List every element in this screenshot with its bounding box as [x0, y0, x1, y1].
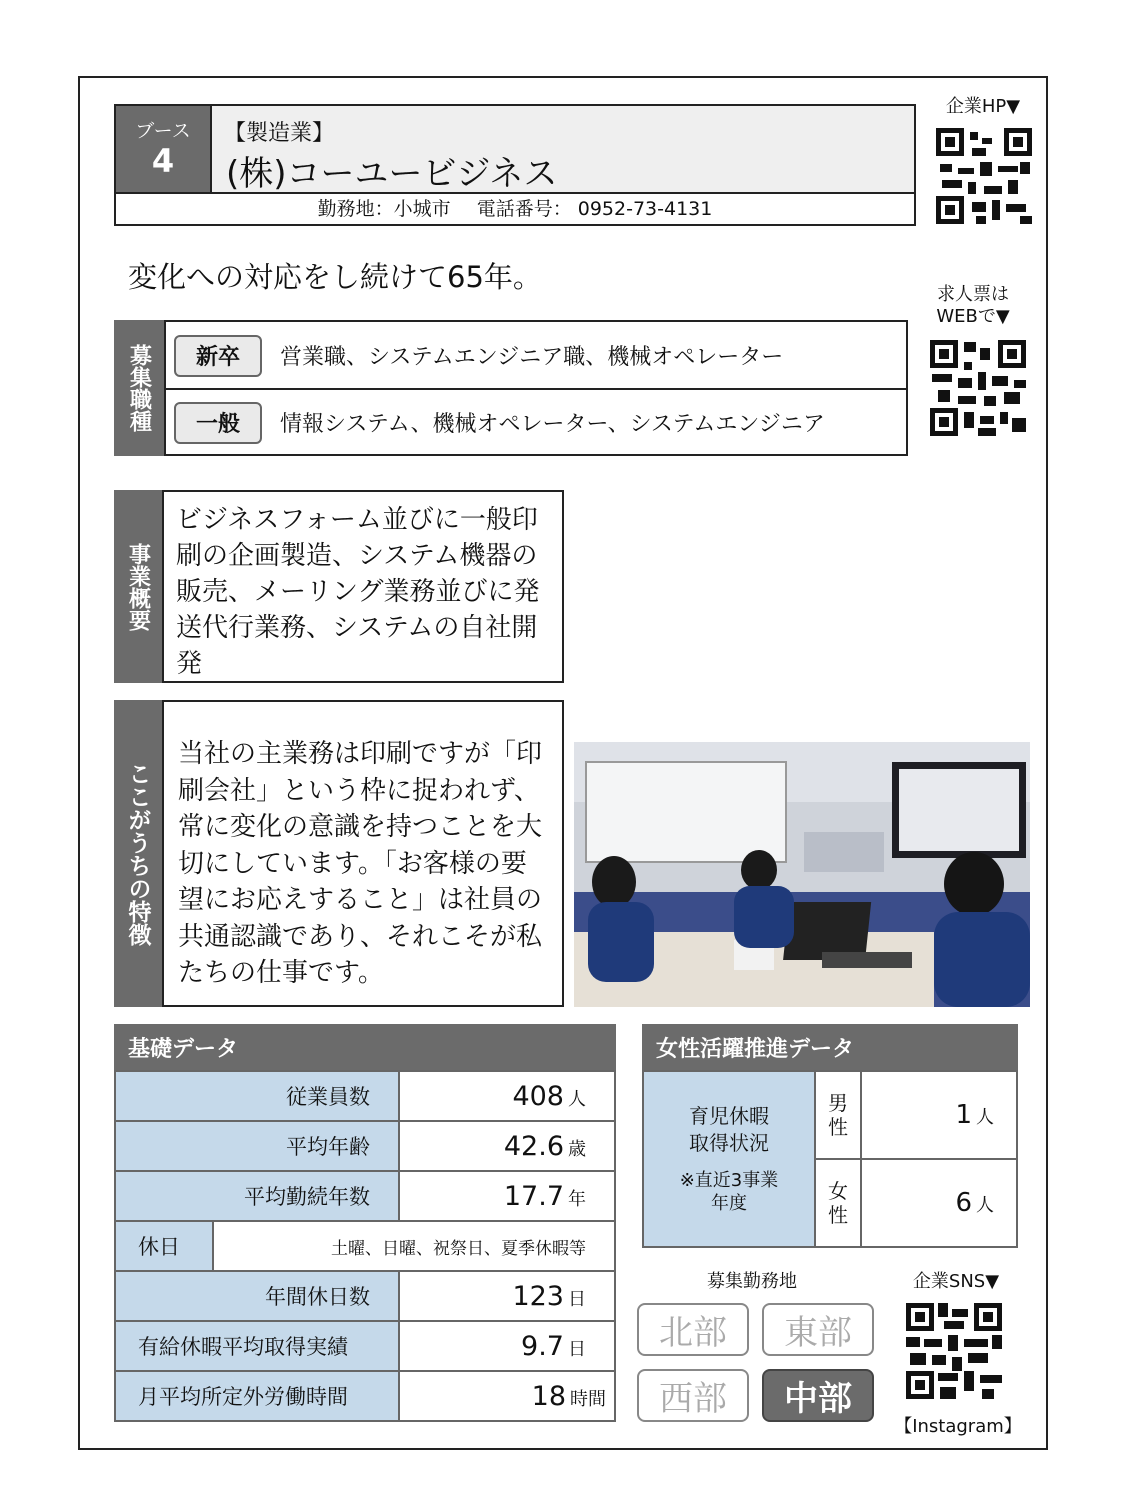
job-listing-label: [918, 284, 1028, 328]
childcare-leave-note: ※直近3事業 年度: [679, 1170, 779, 1214]
company-hp-label: 企業HP▼: [945, 96, 1021, 117]
table-row: [115, 1321, 615, 1371]
job-listing-qr-icon[interactable]: [930, 340, 1026, 436]
holidays-label: 休日: [116, 1222, 214, 1270]
job-listing-line2: WEBで▼: [936, 306, 1010, 327]
industry-label: 【製造業】: [224, 121, 335, 146]
recruitment-row-new-grad: [166, 322, 906, 389]
region-east: 東部: [762, 1303, 874, 1356]
table-row: [115, 1071, 615, 1121]
female-label: 女 性: [815, 1159, 861, 1247]
table-row: [115, 1221, 615, 1271]
company-hp-qr-icon[interactable]: [936, 128, 1032, 224]
overtime-label: 月平均所定外労働時間: [115, 1371, 399, 1421]
women-data-title: 女性活躍推進データ: [642, 1024, 1018, 1070]
office-photo: [574, 742, 1030, 1007]
male-value: 1 人: [861, 1071, 1017, 1159]
avg-tenure-label: 平均勤続年数: [115, 1171, 399, 1221]
employees-label: 従業員数: [115, 1071, 399, 1121]
basic-data-table: [114, 1024, 616, 1422]
catchphrase: 変化への対応をし続けて65年。: [128, 260, 542, 294]
table-row: [115, 1371, 615, 1421]
booth-number: 4: [151, 142, 175, 180]
table-row: [643, 1071, 1017, 1159]
avg-tenure-value: 17.7 年: [399, 1171, 615, 1221]
new-grad-tag: 新卒: [174, 335, 262, 377]
features-label: ここがうちの特徴: [114, 700, 162, 1007]
instagram-label: 【Instagram】: [894, 1416, 1022, 1437]
region-central: 中部: [762, 1369, 874, 1422]
phone-number: 電話番号： 0952-73-4131: [476, 198, 713, 220]
work-location: 勤務地：小城市: [317, 198, 451, 220]
annual-holidays-label: 年間休日数: [115, 1271, 399, 1321]
recruitment-box: [164, 320, 908, 456]
childcare-leave-label: 育児休暇 取得状況 ※直近3事業 年度: [643, 1071, 815, 1247]
avg-age-value: 42.6 歳: [399, 1121, 615, 1171]
region-north: 北部: [637, 1303, 749, 1356]
women-data-table: [642, 1024, 1018, 1248]
employees-value: 408 人: [399, 1071, 615, 1121]
table-row: [115, 1171, 615, 1221]
features-text: 当社の主業務は印刷ですが「印刷会社」という枠に捉われず、常に変化の意識を持つことを大切にしています。「お客様の要望にお応えすること」は社員の共通認識であり、それこそが私たちの仕事です。: [162, 700, 564, 1007]
region-label: 募集勤務地: [707, 1271, 797, 1292]
paid-leave-value: 9.7 日: [399, 1321, 615, 1371]
paid-leave-label: 有給休暇平均取得実績: [115, 1321, 399, 1371]
basic-data-title: 基礎データ: [114, 1024, 616, 1070]
address-bar: [114, 194, 916, 226]
business-text: ビジネスフォーム並びに一般印刷の企画製造、システム機器の販売、メーリング業務並びに発送代行業務、システムの自社開発: [162, 490, 564, 683]
booth-badge: [114, 104, 212, 194]
company-title-box: [212, 104, 916, 194]
business-label: 事業概要: [114, 490, 162, 683]
general-jobs: 情報システム、機械オペレーター、システムエンジニア: [280, 412, 825, 437]
sns-label: 企業SNS▼: [912, 1271, 1000, 1292]
annual-holidays-value: 123 日: [399, 1271, 615, 1321]
general-tag: 一般: [174, 402, 262, 444]
region-west: 西部: [637, 1369, 749, 1422]
female-value: 6 人: [861, 1159, 1017, 1247]
new-grad-jobs: 営業職、システムエンジニア職、機械オペレーター: [280, 345, 784, 370]
avg-age-label: 平均年齢: [115, 1121, 399, 1171]
booth-label: ブース: [135, 120, 191, 142]
job-listing-line1: 求人票は: [937, 284, 1009, 305]
recruitment-label: 募集職種: [114, 320, 164, 456]
company-name: (株)コーユービジネス: [226, 154, 558, 194]
male-label: 男 性: [815, 1071, 861, 1159]
instagram-qr-icon[interactable]: [906, 1303, 1002, 1399]
recruitment-row-general: [166, 388, 906, 455]
table-row: [115, 1271, 615, 1321]
table-row: [115, 1121, 615, 1171]
holidays-value: 土曜、日曜、祝祭日、夏季休暇等: [331, 1238, 586, 1259]
overtime-value: 18 時間: [399, 1371, 615, 1421]
